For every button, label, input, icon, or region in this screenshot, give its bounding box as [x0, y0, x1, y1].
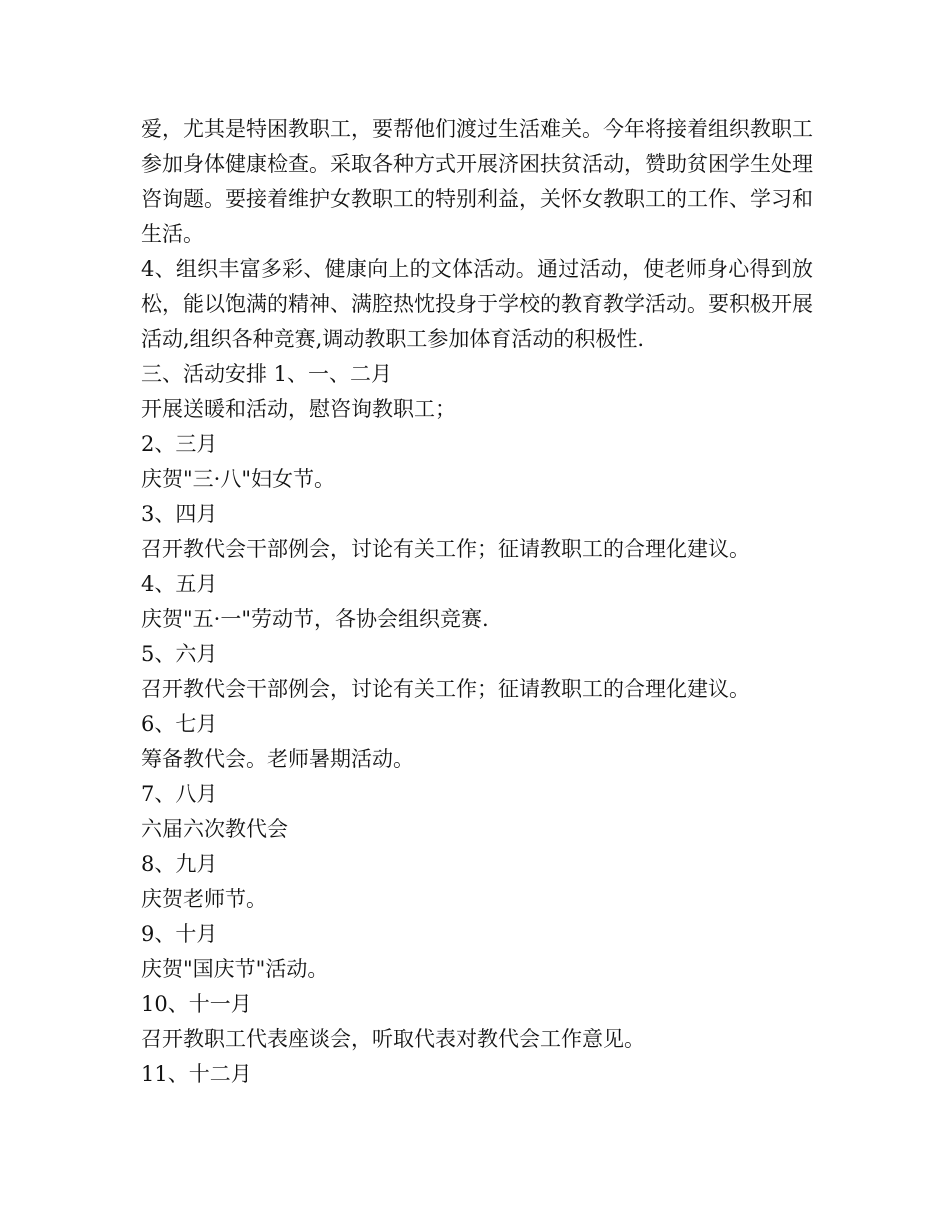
paragraph-cultural-activities: 4、组织丰富多彩、健康向上的文体活动。通过活动，使老师身心得到放松，能以饱满的精神、满腔热忱投身于学校的教育教学活动。要积极开展活动,组织各种竞赛,调动教职工参加体育活动的积极性.: [141, 257, 813, 351]
schedule-month-july: 6、七月: [141, 712, 218, 736]
schedule-item-july: 筹备教代会。老师暑期活动。: [141, 747, 414, 771]
paragraph-care-for-staff: 爱，尤其是特困教职工，要帮他们渡过生活难关。今年将接着组织教职工参加身体健康检查。采取各种方式开展济困扶贫活动，赞助贫困学生处理咨询题。要接着维护女教职工的特别利益，关怀女教职工的工作、学习和生活。: [141, 117, 813, 246]
document-body: [141, 112, 813, 1092]
schedule-item-april: 召开教代会干部例会，讨论有关工作；征请教职工的合理化建议。: [141, 537, 750, 561]
schedule-month-may: 4、五月: [141, 572, 218, 596]
schedule-item-september: 庆贺老师节。: [141, 887, 267, 911]
schedule-month-march: 2、三月: [141, 432, 218, 456]
schedule-month-december: 11、十二月: [141, 1062, 252, 1086]
schedule-month-november: 10、十一月: [141, 992, 252, 1016]
schedule-month-october: 9、十月: [141, 922, 218, 946]
schedule-month-august: 7、八月: [141, 782, 218, 806]
schedule-item-october: 庆贺"国庆节"活动。: [141, 957, 329, 981]
schedule-item-august: 六届六次教代会: [141, 817, 288, 841]
schedule-item-may: 庆贺"五·一"劳动节，各协会组织竞赛.: [141, 607, 489, 631]
schedule-month-april: 3、四月: [141, 502, 218, 526]
schedule-item-november: 召开教职工代表座谈会，听取代表对教代会工作意见。: [141, 1027, 645, 1051]
schedule-month-june: 5、六月: [141, 642, 218, 666]
schedule-item-june: 召开教代会干部例会，讨论有关工作；征请教职工的合理化建议。: [141, 677, 750, 701]
schedule-item-march: 庆贺"三·八"妇女节。: [141, 467, 335, 491]
schedule-item-jan-feb: 开展送暖和活动，慰咨询教职工；: [141, 397, 456, 421]
section-heading-activity-schedule: 三、活动安排 1、一、二月: [141, 362, 393, 386]
schedule-month-september: 8、九月: [141, 852, 218, 876]
